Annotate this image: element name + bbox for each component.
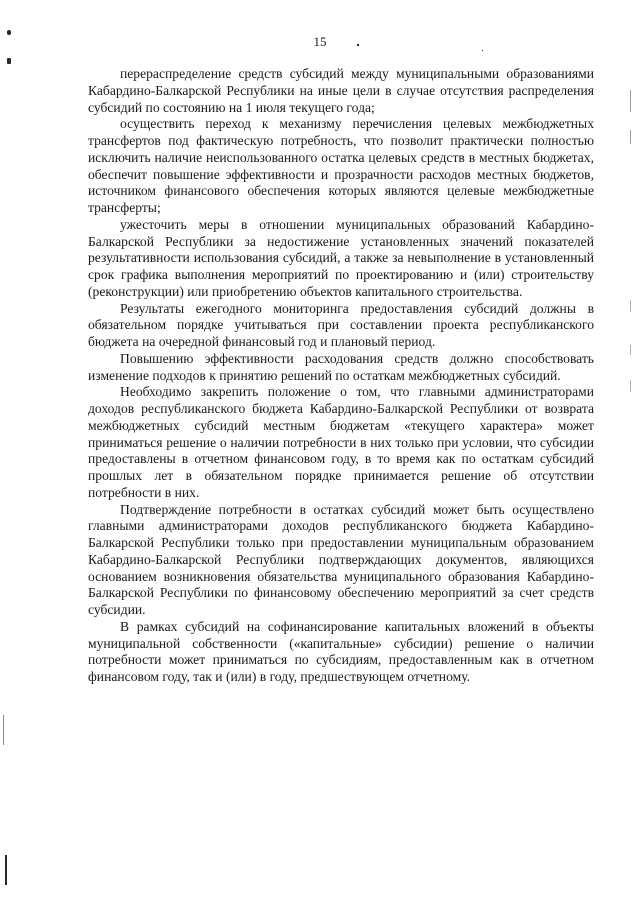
scan-edge-line [630, 300, 631, 312]
scan-speck [357, 44, 359, 46]
paragraph-need-confirmation: Подтверждение потребности в остатках субсидий может быть осуществлено главными администраторами доходов республиканского бюджета Кабардино-Балкарской Республики только при предоставлении муниципальным образованием Кабардино-Балкарской Республики подтверждающих документов, являющихся основанием возникновения обязательства муниципального образования Кабардино-Балкарской Республики по финансовому обеспечению мероприятий за счет средств субсидии. [88, 501, 594, 617]
paragraph-monitoring-results: Результаты ежегодного мониторинга предоставления субсидий должны в обязательном порядке учитываться при составлении проекта республиканского бюджета на очередной финансовый год и плановый период. [88, 300, 594, 349]
page-number: 15 [313, 34, 327, 49]
scan-edge-line [3, 715, 4, 745]
scan-edge-line [630, 130, 631, 144]
scan-edge-line [630, 345, 631, 355]
paragraph-transfer-mechanism: осуществить переход к механизму перечисления целевых межбюджетных трансфертов под фактическую потребность, что позволит практически полностью исключить наличие неиспользованного остатка целевых средств в местных бюджетах, обеспечит повышение эффективности и прозрачности расходов местных бюджетов, источником финансового обеспечения которых являются целевые межбюджетные трансферты; [88, 116, 594, 215]
scan-speck [7, 58, 11, 64]
scan-edge-line [5, 855, 7, 885]
paragraph-subsidy-redistribution: перераспределение средств субсидий между муниципальными образованиями Кабардино-Балкарской Республики на иные цели в случае отсутствия распределения субсидий по состоянию на 1 июля текущего года; [88, 66, 594, 115]
paragraph-current-subsidies: Необходимо закрепить положение о том, что главными администраторами доходов республиканского бюджета Кабардино-Балкарской Республики от возврата межбюджетных субсидий местным бюджетам «текущего характера» может приниматься решение о наличии потребности в них только при условии, что субсидии предоставлены в отчетном финансовом году, в то время как по остаткам субсидий прошлых лет в обязательном порядке принимается решение об отсутствии потребности в них. [88, 384, 594, 500]
paragraph-tighten-measures: ужесточить меры в отношении муниципальных образований Кабардино-Балкарской Республики за недостижение установленных значений показателей результативности использования субсидий, а также за невыполнение в установленный срок графика выполнения мероприятий по проектированию и (или) строительству (реконструкции) или приобретению объектов капитального строительства. [88, 216, 594, 299]
scan-speck [7, 30, 11, 35]
document-body [88, 66, 594, 686]
scan-speck [482, 50, 483, 51]
paragraph-capital-subsidies: В рамках субсидий на софинансирование капитальных вложений в объекты муниципальной собственности («капитальные» субсидии) решение о наличии потребности может приниматься по субсидиям, предоставленным как в отчетном финансовом году, так и (или) в году, предшествующем отчетному. [88, 618, 594, 684]
scan-edge-line [630, 380, 631, 392]
scan-edge-line [630, 90, 631, 112]
paragraph-efficiency: Повышению эффективности расходования средств должно способствовать изменение подходов к принятию решений по остаткам межбюджетных субсидий. [88, 350, 594, 383]
